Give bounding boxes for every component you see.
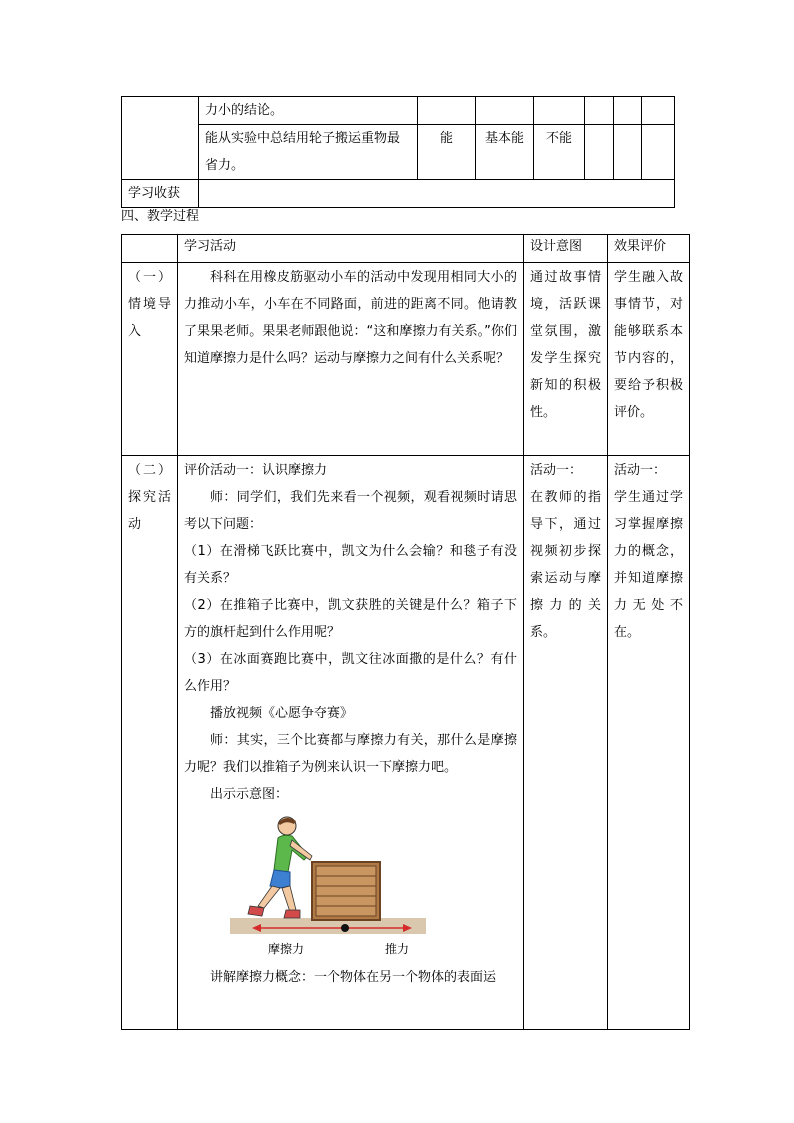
stage-label: （一）情境导入 <box>122 263 178 456</box>
stage-label: （二）探究活动 <box>122 456 178 1030</box>
table-cell <box>642 97 675 125</box>
header-evaluation: 效果评价 <box>608 235 690 263</box>
boy-pushing-box-illustration <box>230 814 430 960</box>
question-item: （3）在冰面赛跑比赛中，凯文往冰面撒的是什么？有什么作用？ <box>184 652 517 694</box>
evaluation-text: 学生通过学习掌握摩擦力的概念，并知道摩擦力无处不在。 <box>614 490 683 640</box>
header-cell <box>122 235 178 263</box>
stage-activity <box>178 456 524 1030</box>
concept-explain: 讲解摩擦力概念：一个物体在另一个物体的表面运 <box>210 970 497 985</box>
teacher-intro: 师：同学们，我们先来看一个视频，观看视频时请思考以下问题： <box>184 490 517 532</box>
table-cell <box>642 125 675 180</box>
option-mostly: 基本能 <box>476 125 534 180</box>
boy <box>248 817 312 918</box>
question-item: （1）在滑梯飞跃比赛中，凯文为什么会输？和毯子有没有关系？ <box>184 544 517 586</box>
harvest-label: 学习收获 <box>122 180 199 208</box>
table-cell <box>418 97 476 125</box>
question-item: （2）在推箱子比赛中，凯文获胜的关键是什么？箱子下方的旗杆起到什么作用呢？ <box>184 598 517 640</box>
header-intent: 设计意图 <box>524 235 608 263</box>
option-cannot: 不能 <box>534 125 585 180</box>
play-video: 播放视频《心愿争夺赛》 <box>210 706 354 721</box>
table-cell <box>585 97 614 125</box>
goal-cell: 能从实验中总结用轮子搬运重物最省力。 <box>199 125 418 180</box>
teaching-process-table <box>121 234 690 1030</box>
header-activity: 学习活动 <box>178 235 524 263</box>
push-label: 推力 <box>385 942 410 956</box>
friction-label: 摩擦力 <box>268 942 305 956</box>
stage-intent: 通过故事情境，活跃课堂氛围，激发学生探究新知的积极性。 <box>524 263 608 456</box>
goal-cell: 力小的结论。 <box>199 97 418 125</box>
stage-evaluation <box>608 456 690 1030</box>
table-cell <box>614 125 642 180</box>
show-diagram: 出示示意图： <box>210 787 289 802</box>
section-heading: 四、教学过程 <box>121 209 200 224</box>
force-point <box>341 924 349 932</box>
friction-diagram <box>230 814 430 960</box>
stage-intent <box>524 456 608 1030</box>
table-cell <box>476 97 534 125</box>
evaluation-title: 活动一： <box>614 463 667 478</box>
table-cell <box>614 97 642 125</box>
table-cell <box>534 97 585 125</box>
intent-text: 在教师的指导下，通过视频初步探索运动与摩擦力的关系。 <box>530 490 601 640</box>
table-cell <box>122 97 199 180</box>
learning-evaluation-table <box>121 96 675 208</box>
harvest-cell <box>199 180 675 208</box>
intent-title: 活动一： <box>530 463 583 478</box>
stage-evaluation: 学生融入故事情节，对能够联系本节内容的，要给予积极评价。 <box>608 263 690 456</box>
stage-activity: 科科在用橡皮筋驱动小车的活动中发现用相同大小的力推动小车，小车在不同路面，前进的距离不同。他请教了果果老师。果果老师跟他说：“这和摩擦力有关系。”你们知道摩擦力是什么吗？运动与摩擦力之间有什么关系呢？ <box>178 263 524 456</box>
teacher-explain: 师：其实，三个比赛都与摩擦力有关，那什么是摩擦力呢？我们以推箱子为例来认识一下摩擦力吧。 <box>184 733 517 775</box>
option-can: 能 <box>418 125 476 180</box>
table-cell <box>585 125 614 180</box>
activity-title: 评价活动一：认识摩擦力 <box>184 463 328 478</box>
